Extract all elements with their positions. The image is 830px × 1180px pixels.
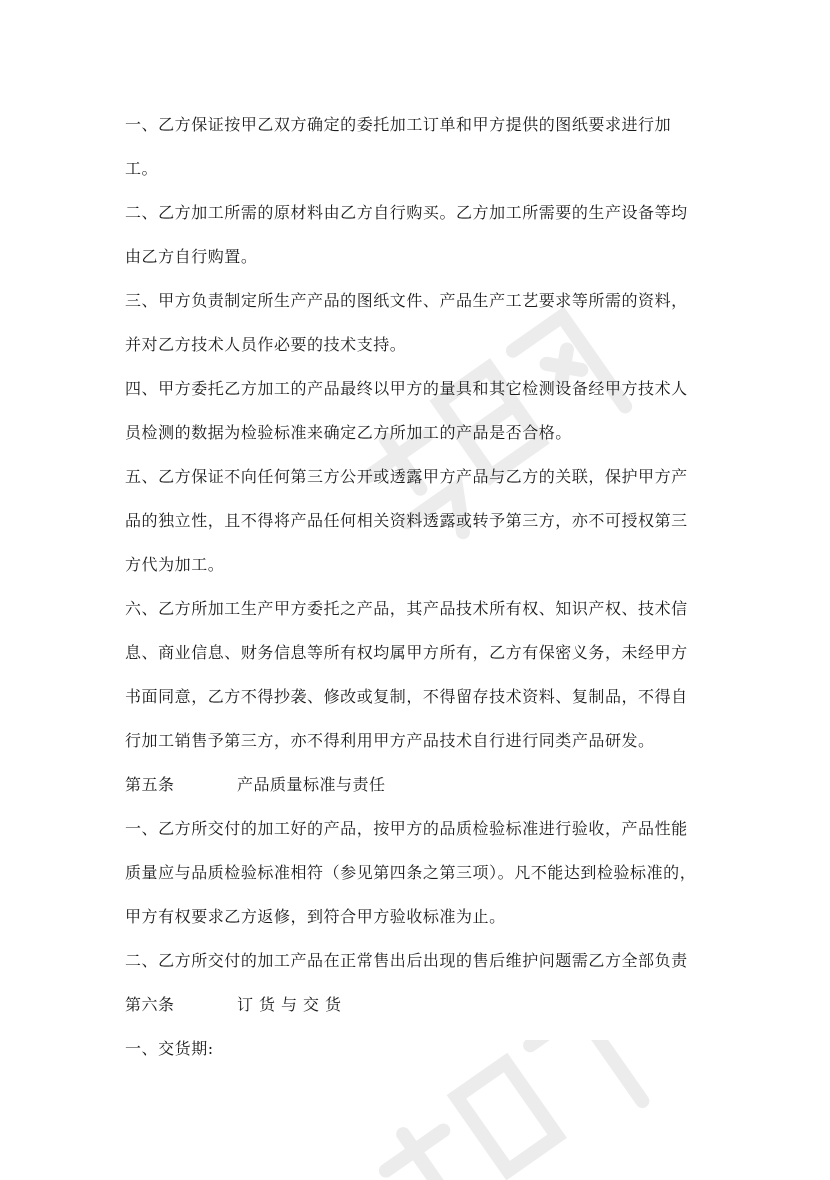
paragraph-line: 三、甲方负责制定所生产产品的图纸文件、产品生产工艺要求等所需的资料，: [125, 291, 688, 310]
paragraph-line: 五、乙方保证不向任何第三方公开或透露甲方产品与乙方的关联，保护甲方产: [125, 467, 688, 486]
paragraph-line: 方代为加工。: [125, 555, 225, 574]
paragraph-line: 书面同意，乙方不得抄袭、修改或复制，不得留存技术资料、复制品，不得自: [125, 687, 688, 706]
article-heading-5: [125, 763, 705, 807]
paragraph-line: 由乙方自行购置。: [125, 247, 258, 266]
paragraph-line: 品的独立性，且不得将产品任何相关资料透露或转予第三方，亦不可授权第三: [125, 511, 688, 530]
paragraph-line: 二、乙方所交付的加工产品在正常售出后出现的售后维护问题需乙方全部负责: [125, 951, 688, 970]
paragraph-line: 六、乙方所加工生产甲方委托之产品，其产品技术所有权、知识产权、技术信: [125, 599, 688, 618]
article-heading-6: [125, 983, 705, 1027]
article-title: 产品质量标准与责任: [237, 775, 386, 794]
paragraph-line: 一、交货期:: [125, 1039, 214, 1058]
article-number: 第五条: [125, 775, 175, 794]
article-number: 第六条: [125, 995, 175, 1014]
paragraph-line: 一、乙方保证按甲乙双方确定的委托加工订单和甲方提供的图纸要求进行加: [125, 115, 672, 134]
document-body: [125, 103, 705, 1071]
paragraph-line: 一、乙方所交付的加工好的产品，按甲方的品质检验标准进行验收，产品性能: [125, 819, 688, 838]
paragraph-line: 四、甲方委托乙方加工的产品最终以甲方的量具和其它检测设备经甲方技术人: [125, 379, 688, 398]
paragraph-line: 甲方有权要求乙方返修，到符合甲方验收标准为止。: [125, 907, 506, 926]
paragraph-line: 工。: [125, 159, 159, 178]
paragraph-line: 并对乙方技术人员作必要的技术支持。: [125, 335, 407, 354]
paragraph-line: 行加工销售予第三方，亦不得利用甲方产品技术自行进行同类产品研发。: [125, 731, 655, 750]
paragraph-line: 员检测的数据为检验标准来确定乙方所加工的产品是否合格。: [125, 423, 572, 442]
paragraph-line: 二、乙方加工所需的原材料由乙方自行购买。乙方加工所需要的生产设备等均: [125, 203, 688, 222]
article-title: 订货与交货: [237, 995, 348, 1014]
paragraph-line: 质量应与品质检验标准相符（参见第四条之第三项）。凡不能达到检验标准的，: [125, 863, 697, 882]
paragraph-line: 息、商业信息、财务信息等所有权均属甲方所有，乙方有保密义务，未经甲方: [125, 643, 688, 662]
